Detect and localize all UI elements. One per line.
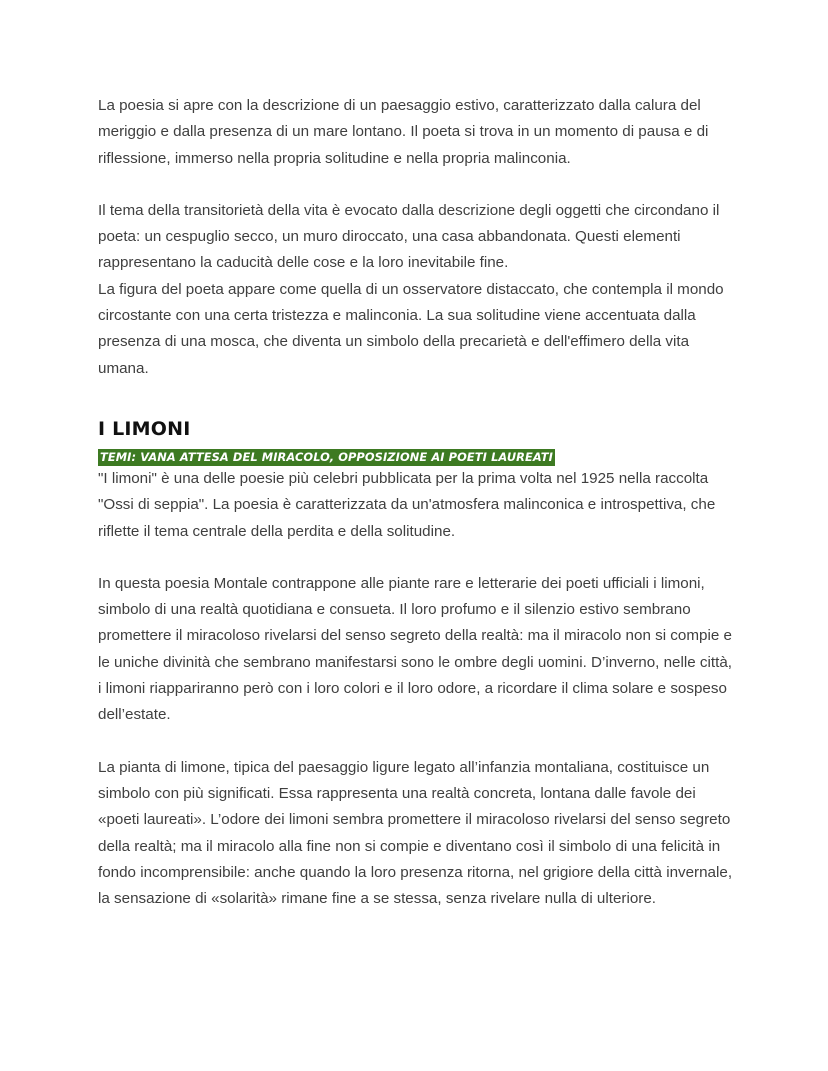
section-paragraph-2: In questa poesia Montale contrappone alle piante rare e letterarie dei poeti ufficiali i limoni, simbolo di una realtà quotidiana e consueta. Il loro profumo e il silenzio estivo sembrano promettere il miracoloso rivelarsi del senso segreto della realtà: ma il miracolo non si compie e le uniche divinità che sembrano manifestarsi sono le ombre degli uomini. D’inverno, nelle città, i limoni riappariranno però con i loro colori e il loro odore, a ricordare il clima solare e sospeso dell’estate. [98,574,732,724]
intro-paragraph-1: La poesia si apre con la descrizione di un paesaggio estivo, caratterizzato dalla calura del meriggio e dalla presenza di un mare lontano. Il poeta si trova in un momento di pausa e di riflessione, immerso nella propria solitudine e nella propria malinconia. [98,97,709,167]
section-paragraph-3: La pianta di limone, tipica del paesaggio ligure legato all’infanzia montaliana, costituisce un simbolo con più significati. Essa rappresenta una realtà concreta, lontana dalle favole dei «poeti laureati». L’odore dei limoni sembra promettere il miracoloso rivelarsi del senso segreto della realtà; ma il miracolo alla fine non si compie e diventano così il simbolo di una felicità in fondo incomprensibile: anche quando la loro presenza ritorna, nel grigiore della città invernale, la sensazione di «solarità» rimane fine a se stessa, senza rivelare nulla di ulteriore. [98,758,733,908]
intro-paragraph-2a: Il tema della transitorietà della vita è evocato dalla descrizione degli oggetti che circondano il poeta: un cespuglio secco, un muro diroccato, una casa abbandonata. Questi elementi rappresentano la caducità delle cose e la loro inevitabile fine. [98,201,720,272]
document-page [98,93,738,912]
section-title: I LIMONI [98,417,191,440]
themes-badge: TEMI: VANA ATTESA DEL MIRACOLO, OPPOSIZIONE AI POETI LAUREATI [100,449,553,464]
section-paragraph-1: "I limoni" è una delle poesie più celebri pubblicata per la prima volta nel 1925 nella raccolta "Ossi di seppia". La poesia è caratterizzata da un'atmosfera malinconica e introspettiva, che riflette il tema centrale della perdita e della solitudine. [98,469,716,540]
intro-paragraph-2b: La figura del poeta appare come quella di un osservatore distaccato, che contempla il mondo circostante con una certa tristezza e malinconia. La sua solitudine viene accentuata dalla presenza di una mosca, che diventa un simbolo della precarietà e dell'effimero della vita umana. [98,280,724,377]
themes-line [98,448,738,466]
